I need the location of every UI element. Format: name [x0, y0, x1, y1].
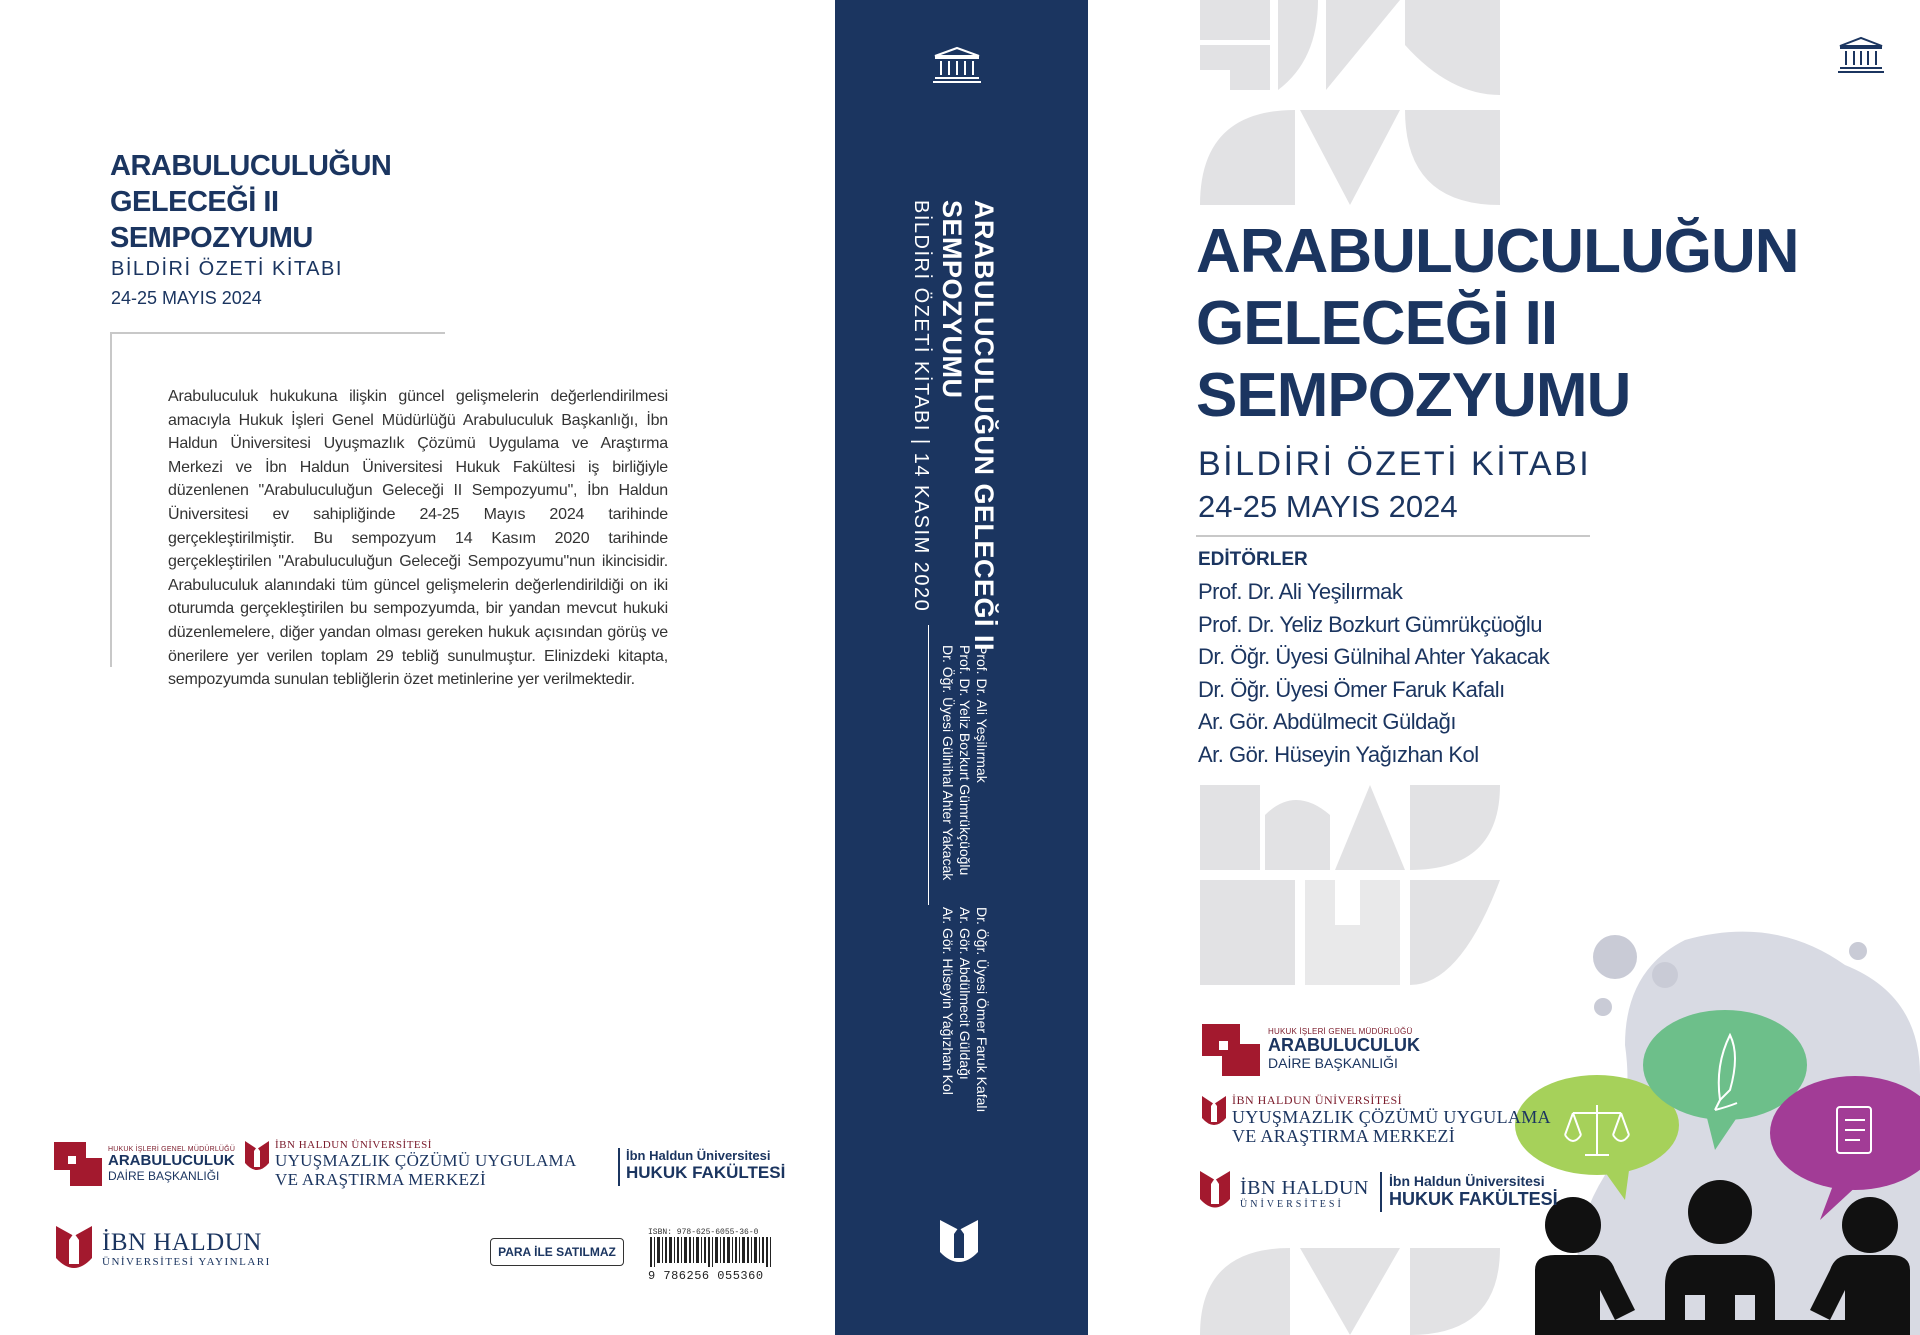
back-divider-horizontal: [110, 332, 445, 334]
editor-name: Ar. Gör. Abdülmecit Güldağı: [1198, 709, 1456, 735]
uyusmazlik-center-text: İBN HALDUN ÜNİVERSİTESİ UYUŞMAZLIK ÇÖZÜMÜ UYGULAMA VE ARAŞTIRMA MERKEZİ: [1232, 1093, 1551, 1146]
uyusmazlik-center-logo: [243, 1137, 271, 1182]
back-cover-date: 24-25 MAYIS 2024: [111, 288, 262, 308]
uyusmazlik-center-logo: [1200, 1092, 1228, 1137]
decor-circle: [1849, 942, 1867, 960]
decorative-shapes-bottom: [1200, 1238, 1520, 1335]
hukuk-fakultesi-logo: İbn Haldun Üniversitesi HUKUK FAKÜLTESİ: [626, 1148, 786, 1182]
front-title-line-2: GELECEĞİ II: [1196, 289, 1558, 358]
tulip-icon: [54, 1220, 94, 1278]
arabuluculuk-logo: [54, 1142, 104, 1193]
editor-name: Dr. Öğr. Üyesi Ömer Faruk Kafalı: [1198, 676, 1505, 702]
tulip-icon: [938, 1214, 980, 1272]
arabuluculuk-logo-mark: [54, 1142, 104, 1188]
front-cover-title: [1196, 216, 1799, 432]
back-title-line-1: ARABULUCULUĞUN: [110, 150, 392, 182]
editor-name: Dr. Öğr. Üyesi Gülnihal Ahter Yakacak: [1198, 644, 1550, 670]
arabuluculuk-logo-text: HUKUK İŞLERİ GENEL MÜDÜRLÜĞÜ ARABULUCULUK DAİRE BAŞKANLIĞI: [1268, 1027, 1420, 1071]
editor-name: Prof. Dr. Ali Yeşilırmak: [1198, 579, 1403, 604]
ihu-publisher-logo: [54, 1220, 94, 1283]
back-cover-blurb: Arabuluculuk hukukuna ilişkin güncel gelişmelerin değerlendirilmesi amacıyla Hukuk İşleri Genel Müdürlüğü Arabuluculuk Başkanlığı, İbn Haldun Üniversitesi Uyuşmazlık Çözümü Uygulama ve Araştırma Merkezi ve İbn Haldun Üniversitesi Hukuk Fakültesi iş birliğiyle düzenlenen "Arabuluculuğun Geleceği II Sempozyumu", İbn Haldun Üniversitesi ev sahipliğinde 24-25 Mayıs 2024 tarihinde gerçekleştirilmiştir. Bu sempozyum 14 Kasım 2020 tarihinde gerçekleştirilen "Arabuluculuğun Geleceği Sempozyumu"nun ikincisidir. Arabuluculuk alanındaki tüm güncel gelişmelerin değerlendirildiği on iki oturumda gerçekleştirilen bu sempozyumda, bir yandan mevcut hukuki düzenlemelere, diğer yandan olması gereken hukuk açısından görüş ve önerilere yer verilen toplam 29 tebliğ sunulmuştur. Elinizdeki kitapta, sempozyumda sunulan tebliğlerin özet metinlerine yer verilmektedir.: [168, 388, 668, 689]
arabuluculuk-logo-text: HUKUK İŞLERİ GENEL MÜDÜRLÜĞÜ ARABULUCULUK DAİRE BAŞKANLIĞI: [108, 1146, 236, 1183]
barcode-graphic: [648, 1237, 774, 1267]
spine-title: ARABULUCULUĞUN GELECEĞİ II SEMPOZYUMU BİLDİRİ ÖZETİ KİTABI | 14 KASIM 2020: [910, 200, 999, 651]
hukuk-fakultesi-logo: İbn Haldun Üniversitesi HUKUK FAKÜLTESİ: [1389, 1173, 1558, 1209]
front-cover-subtitle: BİLDİRİ ÖZETİ KİTABI: [1198, 445, 1592, 483]
editor-name: Prof. Dr. Yeliz Bozkurt Gümrükçüoğlu: [1198, 611, 1542, 637]
tulip-icon: [1198, 1166, 1232, 1216]
hukuk-logo-bar: [618, 1148, 620, 1186]
arabuluculuk-logo: [1202, 1024, 1262, 1083]
back-title-line-2: GELECEĞİ II: [110, 186, 279, 218]
tulip-icon: [243, 1137, 271, 1177]
front-title-line-1: ARABULUCULUĞUN: [1196, 217, 1799, 286]
editor-name: Ar. Gör. Hüseyin Yağızhan Kol: [1198, 741, 1479, 767]
decor-circle: [1594, 998, 1612, 1016]
tulip-icon: [1200, 1092, 1228, 1132]
front-cover-date: 24-25 MAYIS 2024: [1198, 489, 1458, 524]
editors-list: [1198, 576, 1549, 772]
spine-divider: [928, 625, 929, 905]
back-cover-subtitle: BİLDİRİ ÖZETİ KİTABI: [111, 258, 343, 280]
decor-circle: [1652, 962, 1678, 988]
front-divider: [1196, 535, 1590, 537]
ihu-publisher-text: İBN HALDUN ÜNİVERSİTESİ YAYINLARI: [102, 1229, 271, 1268]
decor-circle: [1593, 935, 1637, 979]
back-title-line-3: SEMPOZYUMU: [110, 222, 313, 254]
back-cover-title: [110, 148, 391, 256]
building-icon: [933, 46, 981, 84]
mediation-illustration: [1515, 925, 1920, 1335]
spine-editors-col-1: Prof. Dr. Ali Yeşilırmak Prof. Dr. Yeliz Bozkurt Gümrükçüoğlu Dr. Öğr. Üyesi Gülnihal Ahter Yakacak: [940, 645, 990, 881]
decorative-shapes-middle: [1200, 785, 1540, 985]
building-icon: [1838, 36, 1884, 74]
front-title-line-3: SEMPOZYUMU: [1196, 361, 1631, 430]
back-divider-vertical: [110, 332, 112, 667]
arabuluculuk-logo-mark: [1202, 1024, 1262, 1078]
decorative-shapes-top: [1200, 0, 1500, 205]
spine-editors-col-2: Dr. Öğr. Üyesi Ömer Faruk Kafalı Ar. Gör. Abdülmecit Güldağı Ar. Gör. Hüseyin Yağızhan Kol: [940, 907, 990, 1113]
editors-heading: EDİTÖRLER: [1198, 549, 1308, 570]
ihu-logo-text: İBN HALDUN ÜNİVERSİTESİ: [1240, 1177, 1369, 1210]
isbn-barcode: ISBN: 978-625-6055-36-0 9 786256 055360: [648, 1228, 774, 1283]
ihu-logo: [1198, 1166, 1232, 1221]
hukuk-logo-bar: [1380, 1172, 1382, 1212]
uyusmazlik-center-text: İBN HALDUN ÜNİVERSİTESİ UYUŞMAZLIK ÇÖZÜMÜ UYGULAMA VE ARAŞTIRMA MERKEZİ: [275, 1139, 577, 1189]
not-for-sale-label: PARA İLE SATILMAZ: [490, 1238, 624, 1266]
